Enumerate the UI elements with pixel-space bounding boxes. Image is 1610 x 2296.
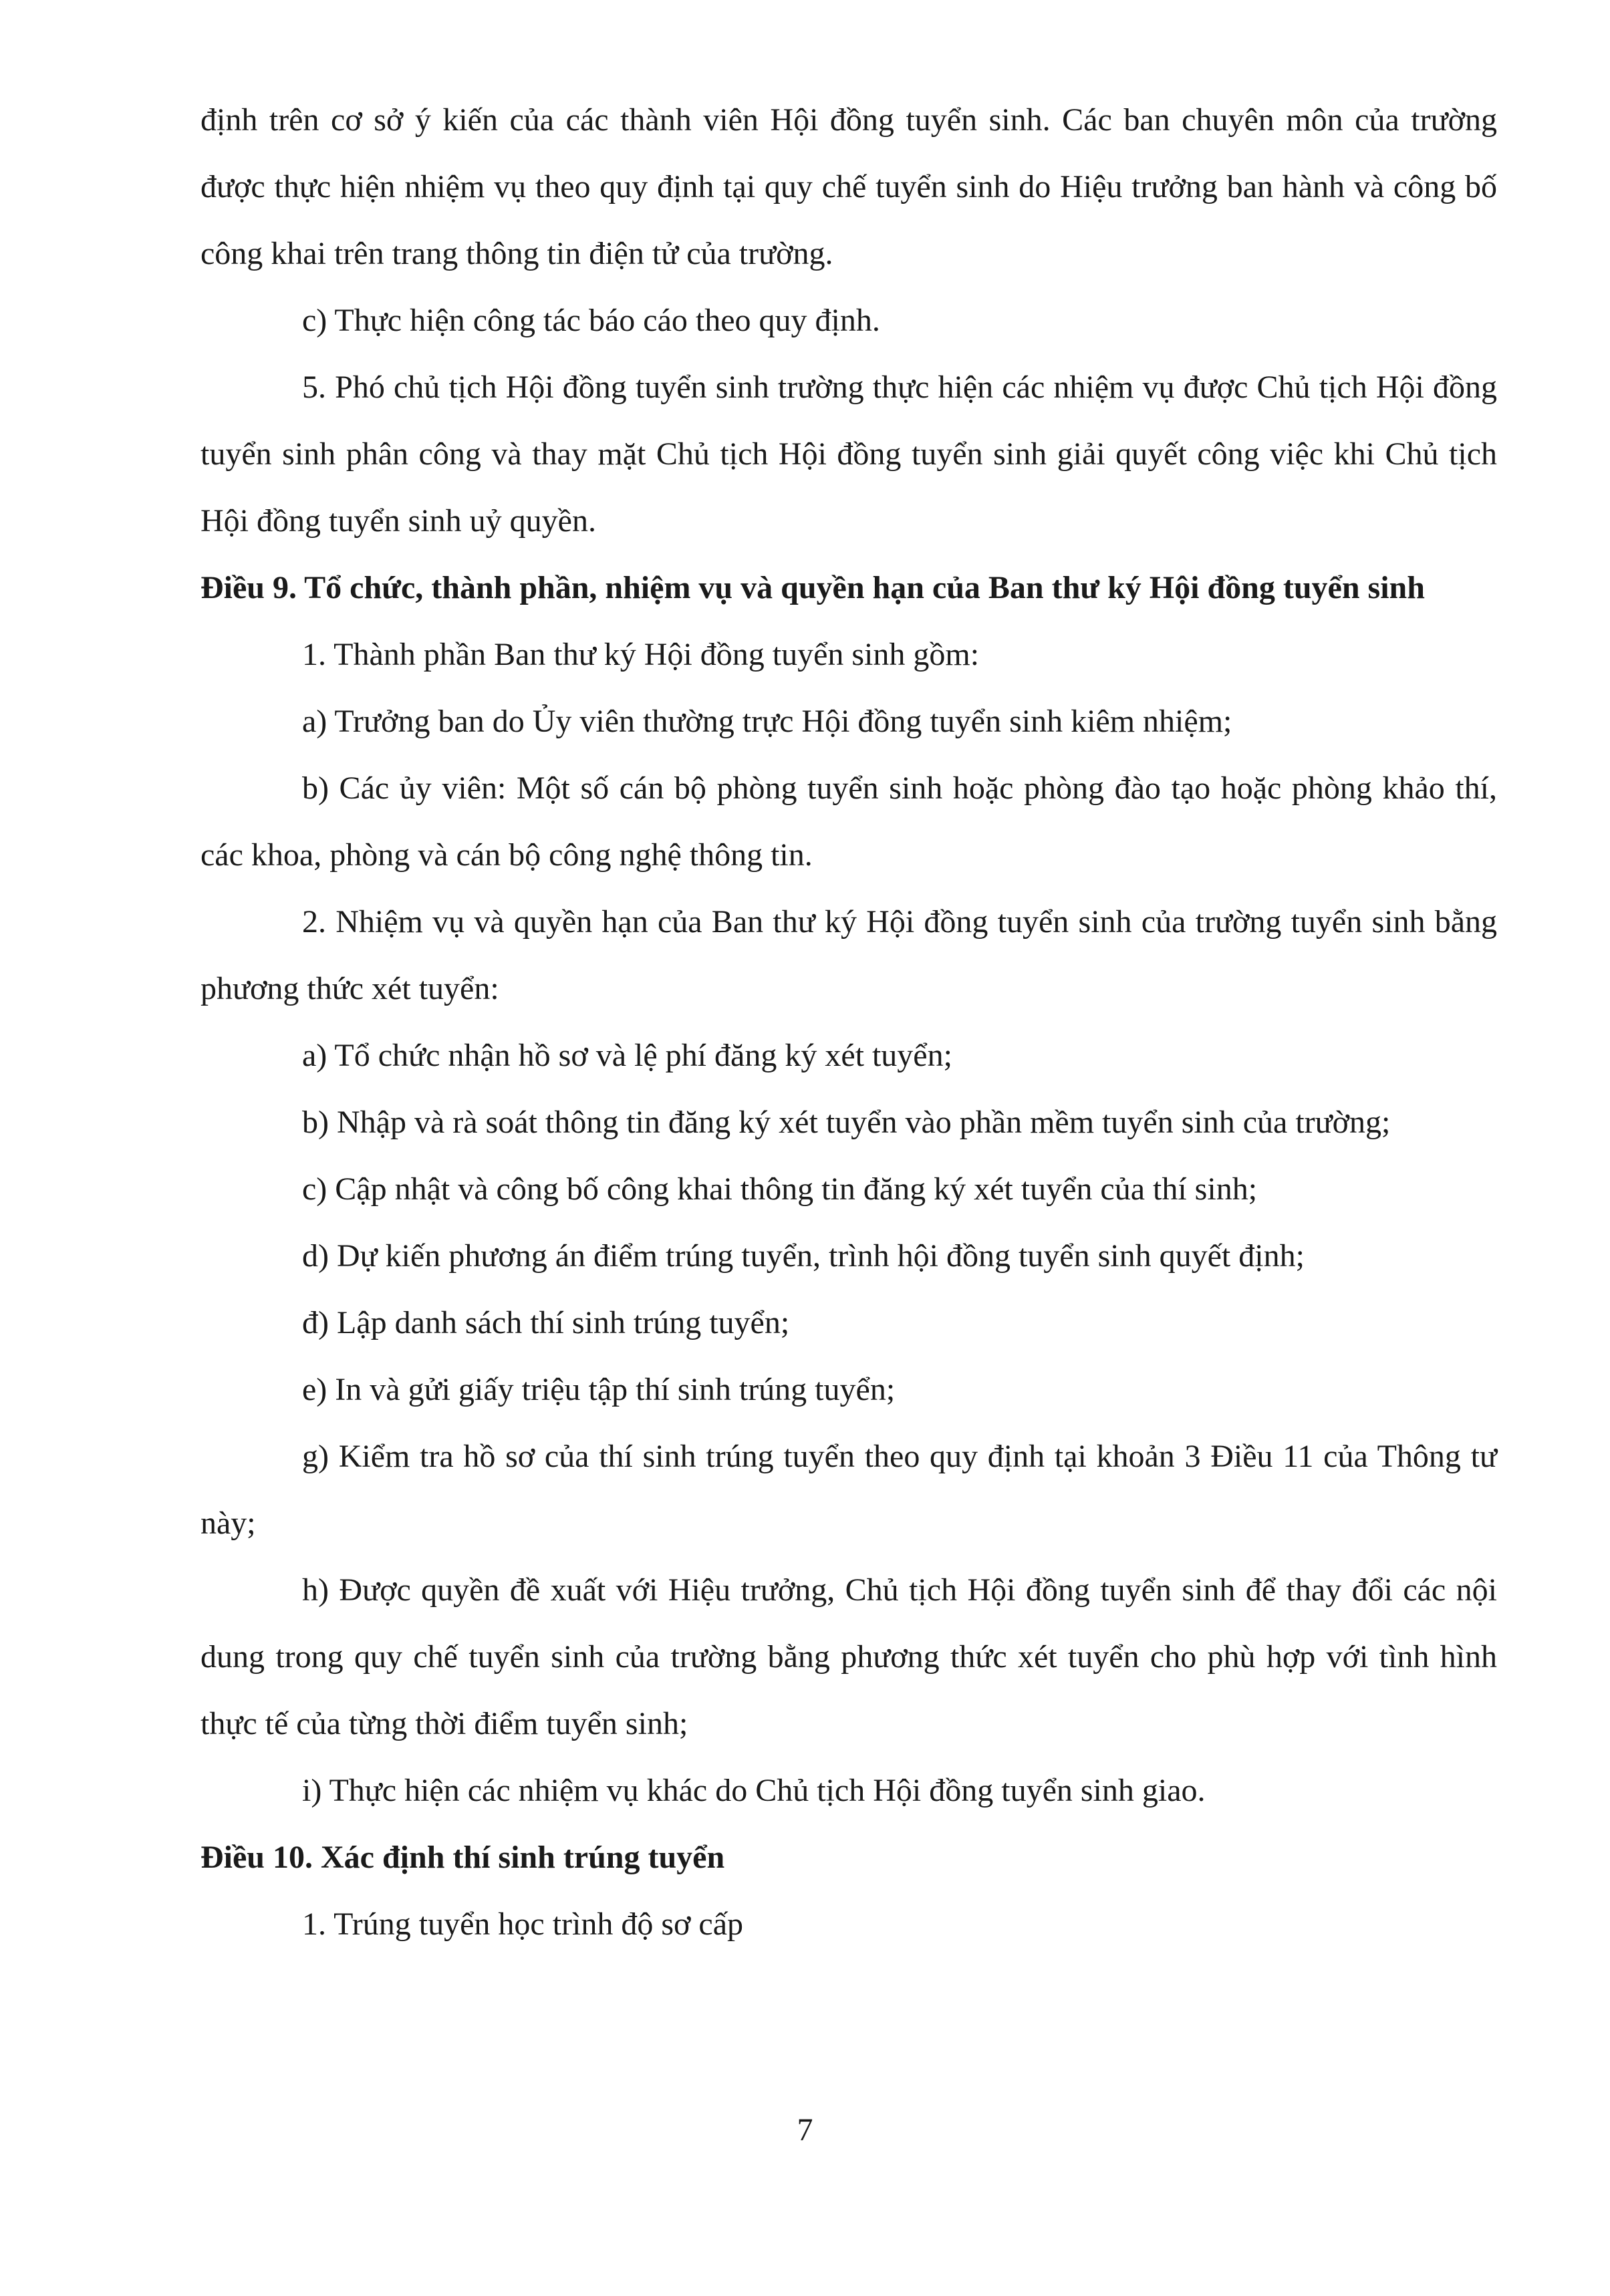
paragraph-duty-e: e) In và gửi giấy triệu tập thí sinh trúng tuyển; bbox=[302, 1372, 896, 1407]
paragraph-item-2: 2. Nhiệm vụ và quyền hạn của Ban thư ký Hội đồng tuyển sinh của trường tuyển sinh bằng phương thức xét tuyển: bbox=[200, 904, 1497, 1006]
paragraph-continuation: định trên cơ sở ý kiến của các thành viên Hội đồng tuyển sinh. Các ban chuyên môn của trường được thực hiện nhiệm vụ theo quy định tại quy chế tuyển sinh do Hiệu trưởng ban hành và công bố công khai trên trang thông tin điện tử của trường. bbox=[200, 102, 1497, 271]
document-body bbox=[200, 87, 1497, 1958]
paragraph-article-10-item-1: 1. Trúng tuyển học trình độ sơ cấp bbox=[302, 1906, 744, 1942]
paragraph-duty-i: i) Thực hiện các nhiệm vụ khác do Chủ tịch Hội đồng tuyển sinh giao. bbox=[302, 1773, 1206, 1808]
paragraph-duty-b: b) Nhập và rà soát thông tin đăng ký xét tuyển vào phần mềm tuyển sinh của trường; bbox=[302, 1105, 1391, 1140]
paragraph-item-5: 5. Phó chủ tịch Hội đồng tuyển sinh trường thực hiện các nhiệm vụ được Chủ tịch Hội đồng tuyển sinh phân công và thay mặt Chủ tịch Hội đồng tuyển sinh giải quyết công việc khi Chủ tịch Hội đồng tuyển sinh uỷ quyền. bbox=[200, 370, 1497, 539]
paragraph-duty-g: g) Kiểm tra hồ sơ của thí sinh trúng tuyển theo quy định tại khoản 3 Điều 11 của Thông tư này; bbox=[200, 1439, 1497, 1541]
paragraph-duty-h: h) Được quyền đề xuất với Hiệu trưởng, Chủ tịch Hội đồng tuyển sinh để thay đổi các nội dung trong quy chế tuyển sinh của trường bằng phương thức xét tuyển cho phù hợp với tình hình thực tế của từng thời điểm tuyển sinh; bbox=[200, 1572, 1497, 1741]
paragraph-duty-a: a) Tổ chức nhận hồ sơ và lệ phí đăng ký xét tuyển; bbox=[302, 1038, 952, 1073]
paragraph-item-1: 1. Thành phần Ban thư ký Hội đồng tuyển sinh gồm: bbox=[302, 637, 980, 672]
page-number: 7 bbox=[797, 2112, 813, 2148]
paragraph-item-a: a) Trưởng ban do Ủy viên thường trực Hội đồng tuyển sinh kiêm nhiệm; bbox=[302, 704, 1232, 739]
paragraph-duty-d: d) Dự kiến phương án điểm trúng tuyển, trình hội đồng tuyển sinh quyết định; bbox=[302, 1238, 1305, 1274]
paragraph-duty-dd: đ) Lập danh sách thí sinh trúng tuyển; bbox=[302, 1305, 790, 1340]
article-10-heading: Điều 10. Xác định thí sinh trúng tuyển bbox=[200, 1840, 725, 1875]
paragraph-item-b: b) Các ủy viên: Một số cán bộ phòng tuyển sinh hoặc phòng đào tạo hoặc phòng khảo thí, các khoa, phòng và cán bộ công nghệ thông tin. bbox=[200, 770, 1497, 873]
paragraph-duty-c: c) Cập nhật và công bố công khai thông tin đăng ký xét tuyển của thí sinh; bbox=[302, 1171, 1258, 1207]
paragraph-item-c-report: c) Thực hiện công tác báo cáo theo quy định. bbox=[302, 303, 880, 338]
article-9-heading: Điều 9. Tổ chức, thành phần, nhiệm vụ và quyền hạn của Ban thư ký Hội đồng tuyển sinh bbox=[200, 570, 1425, 605]
